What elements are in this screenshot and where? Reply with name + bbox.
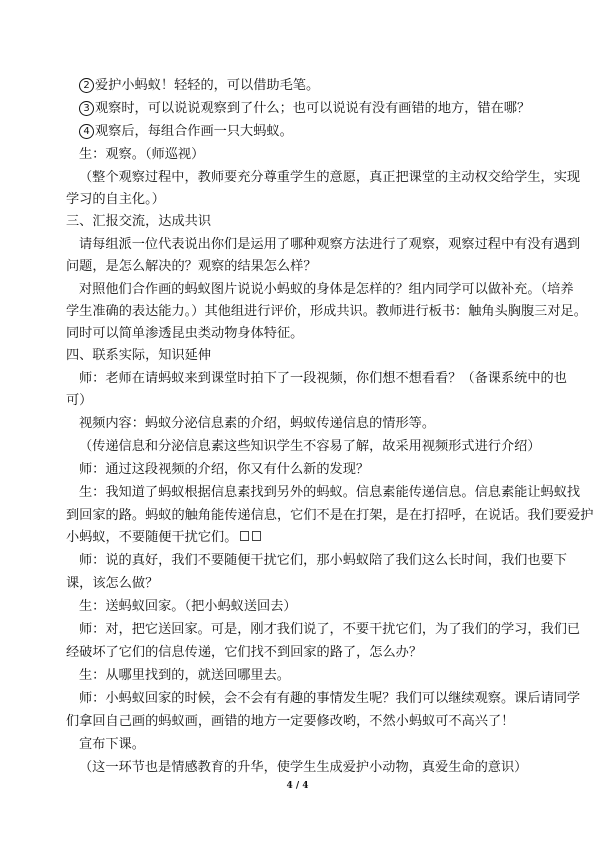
paragraph-line: 师：小蚂蚁回家的时候，会不会有有趣的事情发生呢？我们可以继续观察。课后请同学 <box>79 691 581 706</box>
list-item-3: 3 观察时，可以说说观察到了什么；也可以说说有没有画错的地方，错在哪？ <box>0 100 595 118</box>
paragraph-line: 同时可以简单渗透昆虫类动物身体特征。 <box>66 326 304 341</box>
paragraph-line: （整个观察过程中，教师要充分尊重学生的意愿，真正把课堂的主动权交给学生，实现 <box>79 170 581 185</box>
circled-number: 2 <box>79 78 94 93</box>
paragraph-line: 师：对，把它送回家。可是，刚才我们说了，不要干扰它们，为了我们的学习，我们已 <box>79 622 581 637</box>
paragraph-line: 生：从哪里找到的，就送回哪里去。 <box>79 668 290 683</box>
list-item-2: 2 爱护小蚂蚁！轻轻的，可以借助毛笔。 <box>0 77 595 95</box>
paragraph-line: 经破坏了它们的信息传递，它们找不到回家的路了，怎么办？ <box>66 645 423 660</box>
paragraph-line: 请每组派一位代表说出你们是运用了哪种观察方法进行了观察，观察过程中有没有遇到 <box>79 237 581 252</box>
paragraph-line: 师：通过这段视频的介绍，你又有什么新的发现？ <box>79 462 370 477</box>
paragraph-line: 学生准确的表达能力。）其他组进行评价，形成共识。教师进行板书：触角头胸腹三对足。 <box>66 304 587 319</box>
paragraph-line: 课，该怎么做？ <box>66 576 159 591</box>
paragraph-line: 生：送蚂蚁回家。（把小蚂蚁送回去） <box>79 599 297 614</box>
paragraph-line: （这一环节也是情感教育的升华，使学生生成爱护小动物，真爱生命的意识） <box>79 760 528 775</box>
circled-number: 4 <box>79 124 94 139</box>
circled-number: 3 <box>79 101 94 116</box>
paragraph-line: 学习的自主化。） <box>66 192 165 207</box>
section-heading-4: 四、联系实际，知识延伸 <box>66 348 212 363</box>
paragraph-line: 师：老师在请蚂蚁来到课堂时拍下了一段视频，你们想不想看看？（备课系统中的也 <box>79 371 567 386</box>
paragraph-line: 到回家的路。蚂蚁的触角能传递信息，它们不是在打架，是在打招呼，在说话。我们要爱护 <box>66 508 594 523</box>
square-icon <box>252 531 261 541</box>
paragraph-line: 生：观察。（师巡视） <box>79 147 205 162</box>
paragraph-line: 师：说的真好，我们不要随便干扰它们，那小蚂蚁陪了我们这么长时间，我们也要下 <box>79 553 567 568</box>
paragraph-line: 问题，是怎么解决的？观察的结果怎么样？ <box>66 259 317 274</box>
paragraph-line: 小蚂蚁，不要随便干扰它们。 <box>0 529 595 547</box>
list-item-4: 4 观察后，每组合作画一只大蚂蚁。 <box>0 123 595 141</box>
paragraph-line: 宣布下课。 <box>79 737 145 752</box>
paragraph-line: 们拿回自己画的蚂蚁画，画错的地方一定要修改哟，不然小蚂蚁可不高兴了！ <box>66 714 515 729</box>
square-icon <box>240 531 249 541</box>
paragraph-line: 可） <box>66 393 93 408</box>
paragraph-line: （传递信息和分泌信息素这些知识学生不容易了解，故采用视频形式进行介绍） <box>79 439 541 454</box>
section-heading-3: 三、汇报交流，达成共识 <box>66 214 212 229</box>
paragraph-line: 视频内容：蚂蚁分泌信息素的介绍，蚂蚁传递信息的情形等。 <box>79 416 436 431</box>
paragraph-line: 对照他们合作画的蚂蚁图片说说小蚂蚁的身体是怎样的？组内同学可以做补充。（培养 <box>79 282 574 297</box>
paragraph-line: 生：我知道了蚂蚁根据信息素找到另外的蚂蚁。信息素能传递信息。信息素能让蚂蚁找 <box>79 485 581 500</box>
page-number: 4 / 4 <box>286 781 309 791</box>
